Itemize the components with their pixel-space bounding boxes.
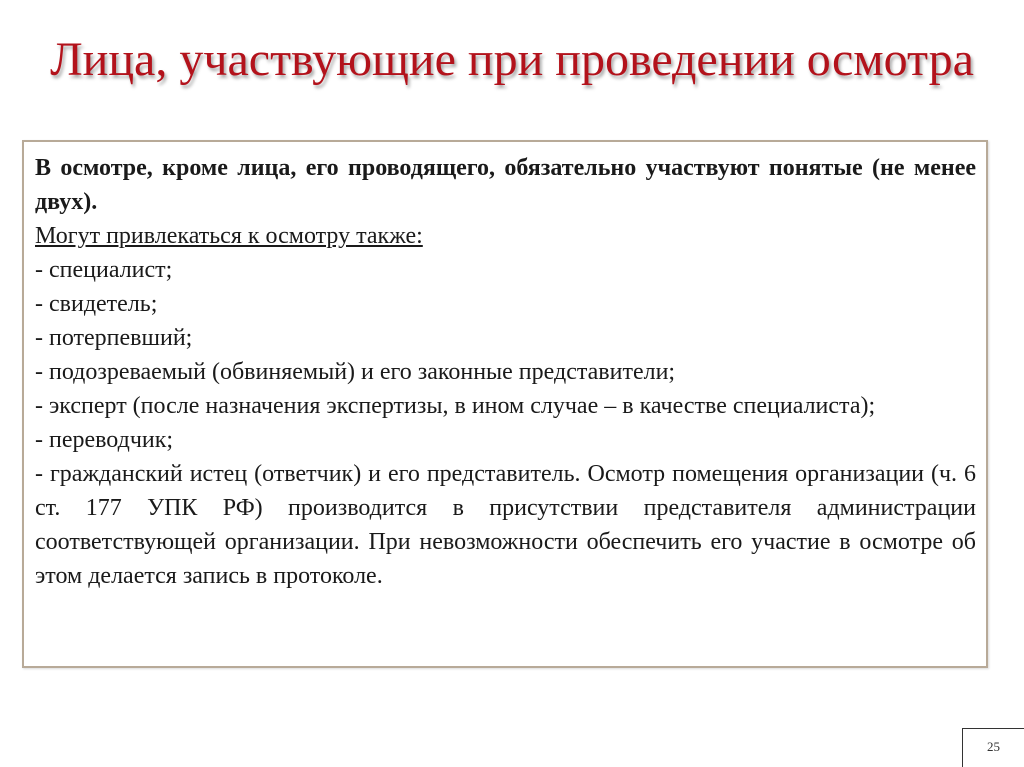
- subheading: Могут привлекаться к осмотру также:: [35, 223, 423, 249]
- page-number: 25: [962, 728, 1024, 767]
- participants-list: [35, 253, 976, 593]
- slide-title: Лица, участвующие при проведении осмотра: [50, 33, 974, 86]
- list-item: - подозреваемый (обвиняемый) и его законные представители;: [35, 359, 676, 385]
- intro-paragraph: В осмотре, кроме лица, его проводящего, обязательно участвуют понятые (не менее двух).: [35, 155, 976, 215]
- list-item: - свидетель;: [35, 291, 158, 317]
- content-box: [22, 140, 988, 668]
- list-item: - гражданский истец (ответчик) и его представитель. Осмотр помещения организации (ч. 6 ст. 177 УПК РФ) производится в присутствии представителя администрации соответствующей организации. При невозможности обеспечить его участие в осмотре об этом делается запись в протоколе.: [35, 461, 976, 589]
- list-item: - переводчик;: [35, 427, 174, 453]
- list-item: - эксперт (после назначения экспертизы, в ином случае – в качестве специалиста);: [35, 393, 876, 419]
- list-item: - специалист;: [35, 257, 173, 283]
- list-item: - потерпевший;: [35, 325, 193, 351]
